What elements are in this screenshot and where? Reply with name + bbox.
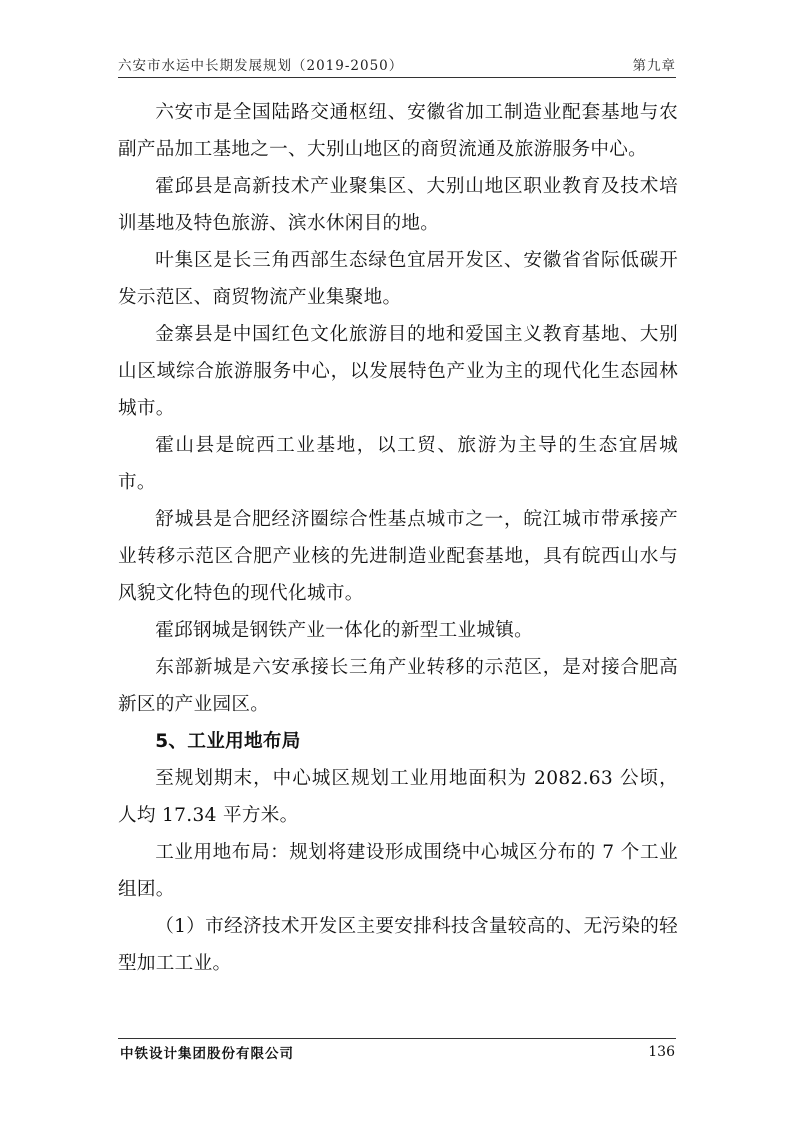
paragraph: 霍邱县是高新技术产业聚集区、大别山地区职业教育及技术培训基地及特色旅游、滨水休闲目的地。 bbox=[118, 176, 678, 234]
paragraph: 工业用地布局：规划将建设形成围绕中心城区分布的 7 个工业组团。 bbox=[118, 842, 678, 900]
paragraph: 霍山县是皖西工业基地，以工贸、旅游为主导的生态宜居城市。 bbox=[118, 435, 678, 493]
paragraph: 东部新城是六安承接长三角产业转移的示范区，是对接合肥高新区的产业园区。 bbox=[118, 657, 678, 715]
company-name: 中铁设计集团股份有限公司 bbox=[120, 1046, 294, 1062]
paragraph: （1）市经济技术开发区主要安排科技含量较高的、无污染的轻型加工工业。 bbox=[118, 916, 678, 974]
paragraph: 霍邱钢城是钢铁产业一体化的新型工业城镇。 bbox=[155, 620, 534, 641]
header-divider bbox=[118, 77, 676, 78]
page-number: 136 bbox=[648, 1044, 675, 1060]
document-title: 六安市水运中长期发展规划（2019-2050） bbox=[118, 58, 404, 74]
paragraph: 金寨县是中国红色文化旅游目的地和爱国主义教育基地、大别山区域综合旅游服务中心，以发展特色产业为主的现代化生态园林城市。 bbox=[118, 324, 678, 419]
page-body bbox=[118, 94, 678, 982]
paragraph: 至规划期末，中心城区规划工业用地面积为 2082.63 公顷，人均 17.34 平方米。 bbox=[118, 768, 678, 826]
footer-divider bbox=[118, 1038, 676, 1039]
section-heading: 5、工业用地布局 bbox=[155, 731, 301, 752]
chapter-label: 第九章 bbox=[632, 58, 676, 74]
paragraph: 六安市是全国陆路交通枢纽、安徽省加工制造业配套基地与农副产品加工基地之一、大别山地区的商贸流通及旅游服务中心。 bbox=[118, 102, 678, 160]
paragraph: 叶集区是长三角西部生态绿色宜居开发区、安徽省省际低碳开发示范区、商贸物流产业集聚地。 bbox=[118, 250, 678, 308]
page-header bbox=[118, 52, 676, 74]
paragraph: 舒城县是合肥经济圈综合性基点城市之一，皖江城市带承接产业转移示范区合肥产业核的先进制造业配套基地，具有皖西山水与风貌文化特色的现代化城市。 bbox=[118, 509, 678, 604]
